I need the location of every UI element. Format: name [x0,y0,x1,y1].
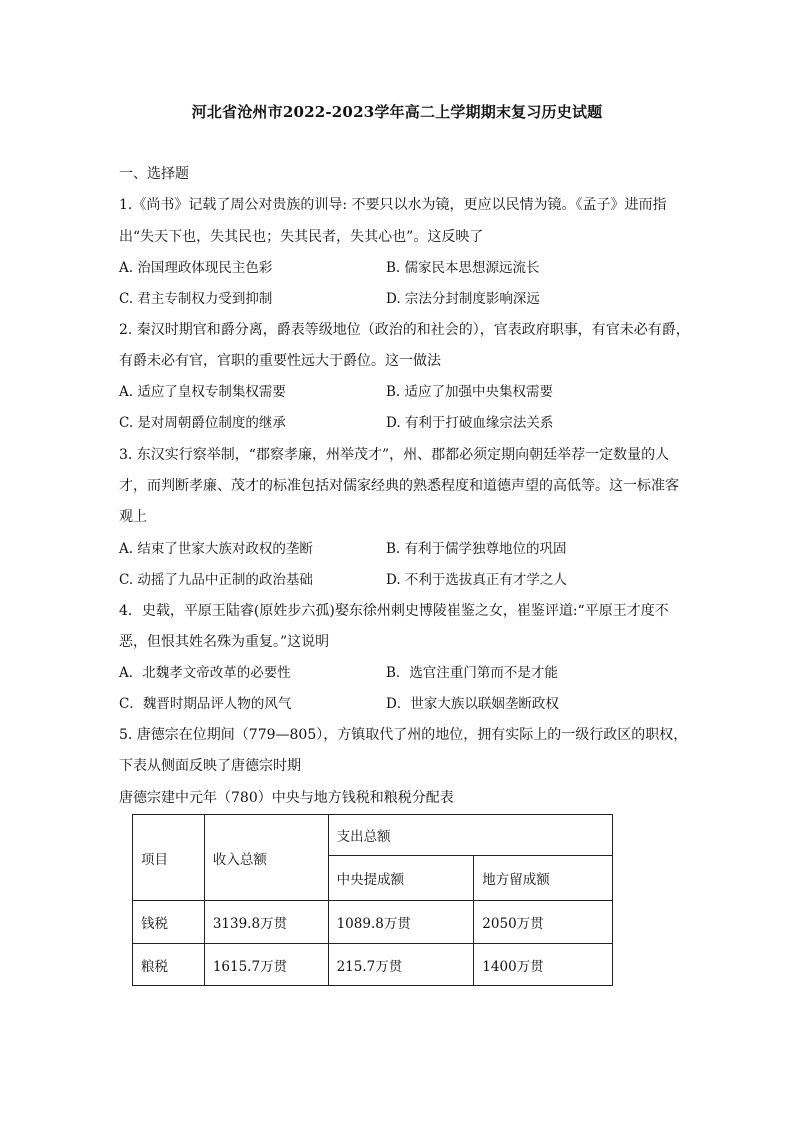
question-4-option-c: C．魏晋时期品评人物的风气 [119,696,292,712]
table-header-row [133,815,613,856]
question-2-line-1: 2. 秦汉时期官和爵分离，爵表等级地位（政治的和社会的），官表政府职事，有官未必有爵， [119,322,690,338]
header-income: 收入总额 [204,815,328,901]
question-3-line-3: 观上 [119,509,147,525]
header-expense: 支出总额 [328,815,612,856]
question-2-option-d: D. 有利于打破血缘宗法关系 [386,415,554,431]
question-2-line-2: 有爵未必有官，官职的重要性远大于爵位。这一做法 [119,353,441,369]
question-4-option-b: B．选官注重门第而不是才能 [386,665,558,681]
cell-item: 粮税 [133,944,205,986]
question-4-line-2: 恶，但恨其姓名殊为重复。”这说明 [119,634,330,650]
question-1-option-d: D. 宗法分封制度影响深远 [386,291,540,307]
question-1-line-1: 1.《尚书》记载了周公对贵族的训导: 不要只以水为镜，更应以民情为镜。《孟子》进而指 [119,197,667,213]
question-5-line-2: 下表从侧面反映了唐德宗时期 [119,758,301,774]
table-row [133,901,613,944]
question-3-line-2: 才，而判断孝廉、茂才的标准包括对儒家经典的熟悉程度和道德声望的高低等。这一标准客 [119,478,679,494]
question-2-option-c: C. 是对周朝爵位制度的继承 [119,415,286,431]
question-3-option-c: C. 动摇了九品中正制的政治基础 [119,572,313,588]
question-2-option-a: A. 适应了皇权专制集权需要 [119,384,286,400]
section-heading: 一、选择题 [119,166,189,182]
header-item: 项目 [133,815,205,901]
question-1-option-c: C. 君主专制权力受到抑制 [119,291,273,307]
table-row [133,944,613,986]
table-caption: 唐德宗建中元年（780）中央与地方钱税和粮税分配表 [119,790,454,806]
question-3-option-a: A. 结束了世家大族对政权的垄断 [119,541,313,557]
question-4-option-d: D．世家大族以联姻垄断政权 [386,696,559,712]
document-title: 河北省沧州市2022-2023学年高二上学期期末复习历史试题 [191,103,603,121]
cell-income: 3139.8万贯 [204,901,328,944]
question-1-option-a: A. 治国理政体现民主色彩 [119,260,273,276]
cell-local: 1400万贯 [474,944,613,986]
question-5-line-1: 5. 唐德宗在位期间（779—805），方镇取代了州的地位，拥有实际上的一级行政区的职权， [119,727,688,743]
cell-local: 2050万贯 [474,901,613,944]
header-central: 中央提成额 [328,856,474,901]
header-local: 地方留成额 [474,856,613,901]
question-3-option-d: D. 不利于选拔真正有才学之人 [386,572,567,588]
cell-central: 215.7万贯 [328,944,474,986]
tax-distribution-table [132,814,613,986]
question-2-option-b: B. 适应了加强中央集权需要 [386,384,554,400]
question-1-option-b: B. 儒家民本思想源远流长 [386,260,540,276]
question-3-option-b: B. 有利于儒学独尊地位的巩固 [386,541,567,557]
question-1-line-2: 出“失天下也，失其民也；失其民者，失其心也”。这反映了 [119,229,484,245]
cell-income: 1615.7万贯 [204,944,328,986]
question-4-option-a: A．北魏孝文帝改革的必要性 [119,665,291,681]
question-4-line-1: 4．史载，平原王陆睿(原姓步六孤)娶东徐州刺史博陵崔鉴之女，崔鉴评道:“平原王才度不 [119,603,669,619]
cell-item: 钱税 [133,901,205,944]
question-3-line-1: 3. 东汉实行察举制，“郡察孝廉，州举茂才”，州、郡都必须定期向朝廷举荐一定数量的人 [119,447,670,463]
cell-central: 1089.8万贯 [328,901,474,944]
